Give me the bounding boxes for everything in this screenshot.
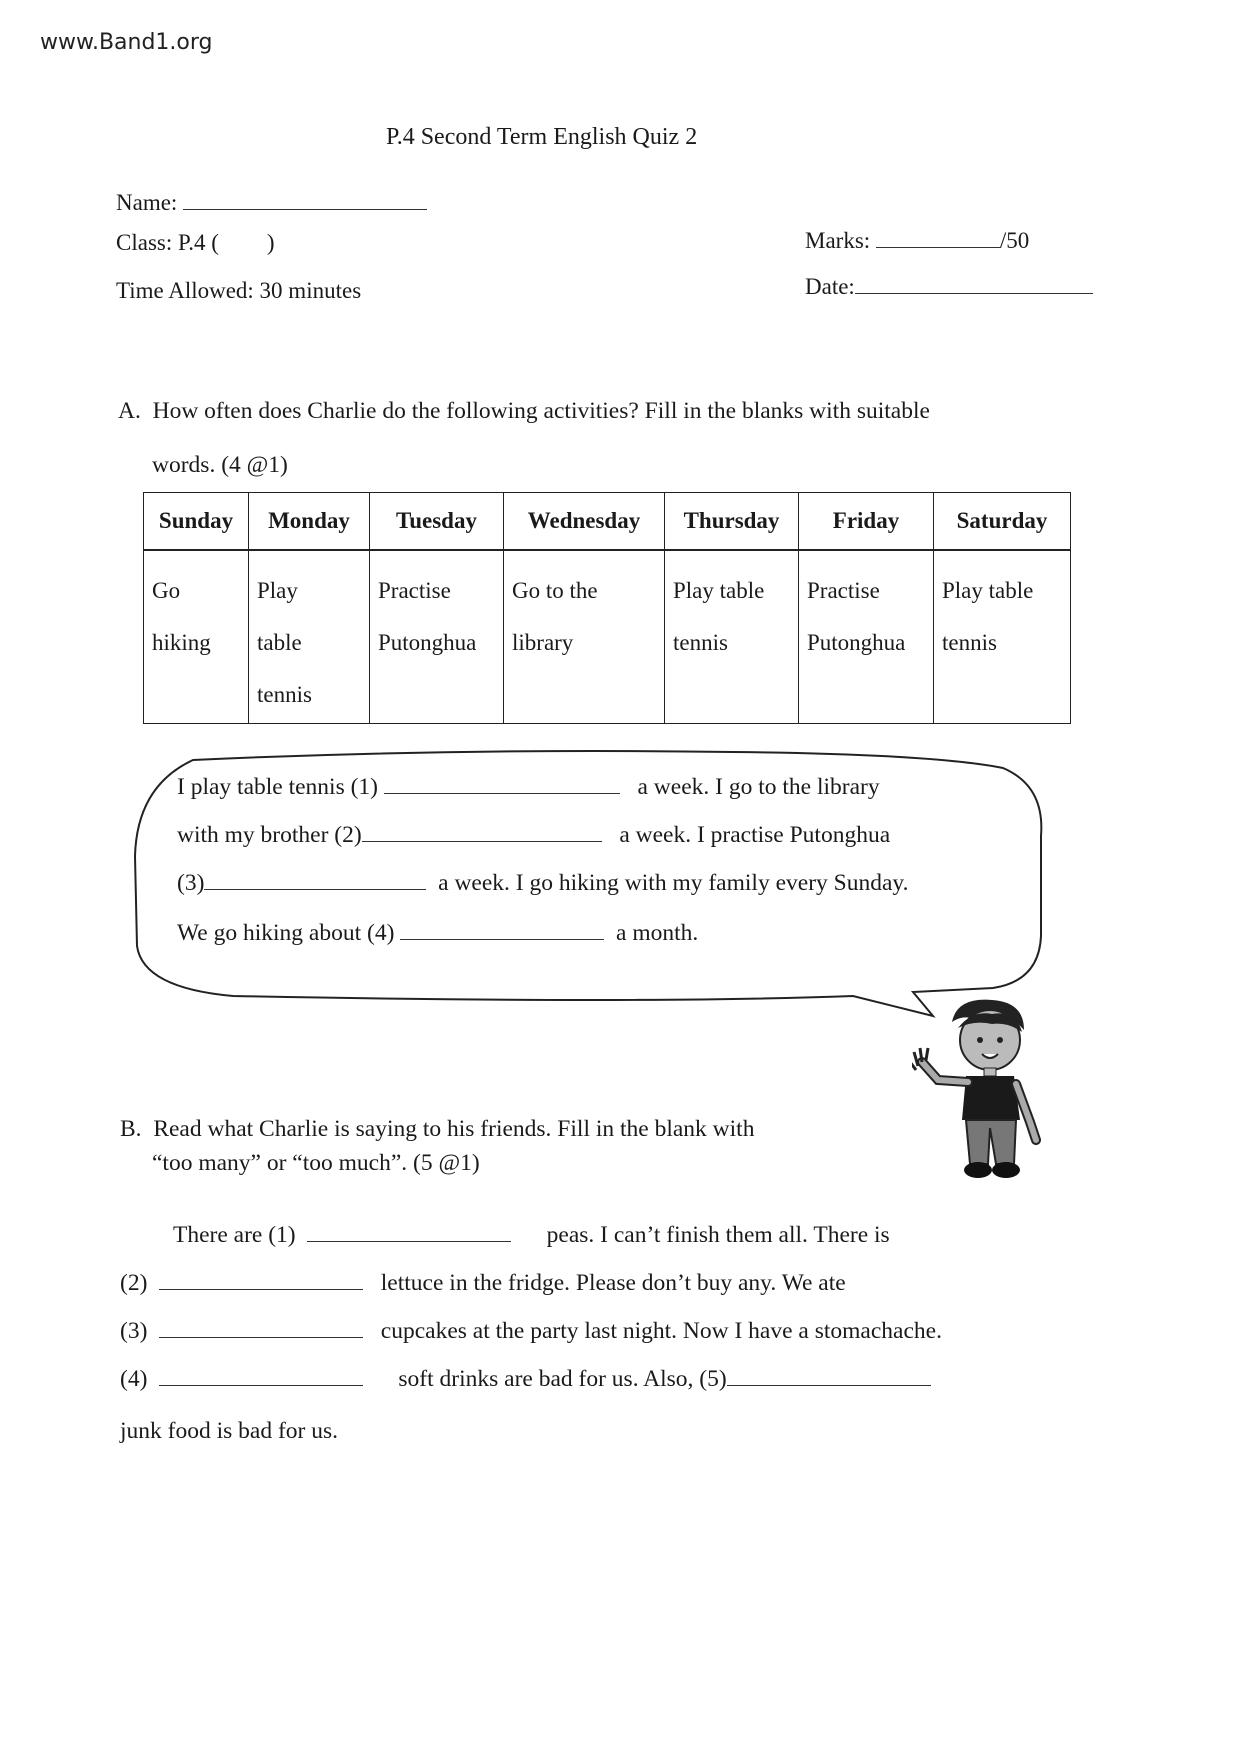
paragraph-text: lettuce in the fridge. Please don’t buy any. We ate: [380, 1270, 846, 1296]
class-close: ): [266, 230, 275, 255]
bubble-text: a week. I go to the library: [637, 774, 880, 800]
cell-text: Play table: [942, 578, 1034, 603]
bubble-text: We go hiking about (4): [177, 920, 395, 946]
paragraph-text: peas. I can’t finish them all. There is: [546, 1222, 890, 1248]
paragraph-text: soft drinks are bad for us. Also, (5): [398, 1366, 727, 1392]
class-label: Class: P.4 (: [116, 230, 219, 255]
section-b-line2: “too many” or “too much”. (5 @1): [152, 1150, 480, 1176]
cell-monday: [249, 550, 370, 724]
bubble-text: (3): [177, 870, 205, 896]
cell-text: Practise: [378, 578, 451, 603]
weekly-schedule-table: [143, 492, 1071, 724]
section-a-line1: How often does Charlie do the following activities? Fill in the blanks with suitable: [152, 398, 930, 424]
time-allowed: Time Allowed: 30 minutes: [116, 278, 362, 303]
cell-friday: [799, 550, 934, 724]
date-blank[interactable]: [855, 292, 1093, 294]
blank-b2[interactable]: [159, 1288, 363, 1290]
header-monday: Monday: [249, 493, 370, 551]
cell-text: Putonghua: [378, 630, 477, 655]
charlie-illustration: [912, 992, 1072, 1187]
section-b-instruction: [120, 1116, 754, 1143]
cell-text: table: [257, 630, 302, 655]
paragraph-text: (3): [120, 1318, 148, 1344]
cell-thursday: [665, 550, 799, 724]
cell-text: tennis: [942, 630, 997, 655]
bubble-text: with my brother (2): [177, 822, 362, 848]
bubble-text: a week. I go hiking with my family every Sunday.: [438, 870, 909, 896]
paragraph-b-line-4: [120, 1366, 931, 1393]
bubble-text: a month.: [616, 920, 699, 946]
bubble-text: I play table tennis (1): [177, 774, 378, 800]
marks-label: Marks:: [805, 228, 871, 253]
bubble-line-2: [177, 822, 890, 849]
cell-text: tennis: [673, 630, 728, 655]
marks-blank[interactable]: [876, 246, 1000, 248]
cell-text: hiking: [152, 630, 211, 655]
name-blank[interactable]: [183, 208, 427, 210]
header-tuesday: Tuesday: [370, 493, 504, 551]
cell-sunday: [144, 550, 249, 724]
cell-text: Play table: [673, 578, 765, 603]
header-wednesday: Wednesday: [504, 493, 665, 551]
cell-saturday: [934, 550, 1071, 724]
table-header-row: [144, 493, 1071, 551]
section-b-letter: B.: [120, 1116, 142, 1142]
section-b-line1: Read what Charlie is saying to his friends. Fill in the blank with: [153, 1116, 755, 1142]
cell-text: Play: [257, 578, 298, 603]
page-title: P.4 Second Term English Quiz 2: [386, 124, 698, 150]
table-row: [144, 550, 1071, 724]
watermark[interactable]: www.Band1.org: [40, 30, 213, 55]
class-field: [116, 230, 275, 256]
blank-b1[interactable]: [307, 1240, 511, 1242]
header-sunday: Sunday: [144, 493, 249, 551]
paragraph-text: There are (1): [173, 1222, 296, 1248]
blank-b4[interactable]: [159, 1384, 363, 1386]
section-a-letter: A.: [118, 398, 141, 424]
blank-a3[interactable]: [204, 888, 426, 890]
marks-total: /50: [999, 228, 1030, 253]
bubble-line-1: [177, 774, 880, 801]
cell-text: Go to the: [512, 578, 598, 603]
cell-wednesday: [504, 550, 665, 724]
cell-text: Practise: [807, 578, 880, 603]
paragraph-b-line-5: junk food is bad for us.: [120, 1418, 339, 1444]
blank-b5[interactable]: [727, 1384, 931, 1386]
section-a-line2: words. (4 @1): [152, 452, 288, 478]
header-friday: Friday: [799, 493, 934, 551]
name-label: Name:: [116, 190, 178, 215]
paragraph-b-line-2: [120, 1270, 846, 1297]
section-a-instruction: [118, 398, 930, 425]
name-field: [116, 190, 427, 216]
speech-bubble: [133, 746, 1041, 992]
cell-text: tennis: [257, 682, 312, 707]
date-label: Date:: [805, 274, 855, 299]
cell-text: library: [512, 630, 574, 655]
cell-text: Go: [152, 578, 181, 603]
header-saturday: Saturday: [934, 493, 1071, 551]
cell-text: Putonghua: [807, 630, 906, 655]
paragraph-text: (4): [120, 1366, 148, 1392]
blank-a1[interactable]: [384, 792, 620, 794]
blank-a2[interactable]: [362, 840, 602, 842]
paragraph-text: (2): [120, 1270, 148, 1296]
bubble-line-4: [177, 920, 698, 947]
blank-a4[interactable]: [400, 938, 604, 940]
bubble-text: a week. I practise Putonghua: [619, 822, 891, 848]
bubble-line-3: [177, 870, 909, 897]
marks-field: [805, 228, 1029, 254]
boy-waving-icon: [912, 992, 1072, 1187]
paragraph-text: cupcakes at the party last night. Now I have a stomachache.: [380, 1318, 942, 1344]
header-thursday: Thursday: [665, 493, 799, 551]
blank-b3[interactable]: [159, 1336, 363, 1338]
cell-tuesday: [370, 550, 504, 724]
paragraph-b-line-3: [120, 1318, 942, 1345]
date-field: [805, 274, 1093, 300]
paragraph-b-line-1: [173, 1222, 890, 1249]
